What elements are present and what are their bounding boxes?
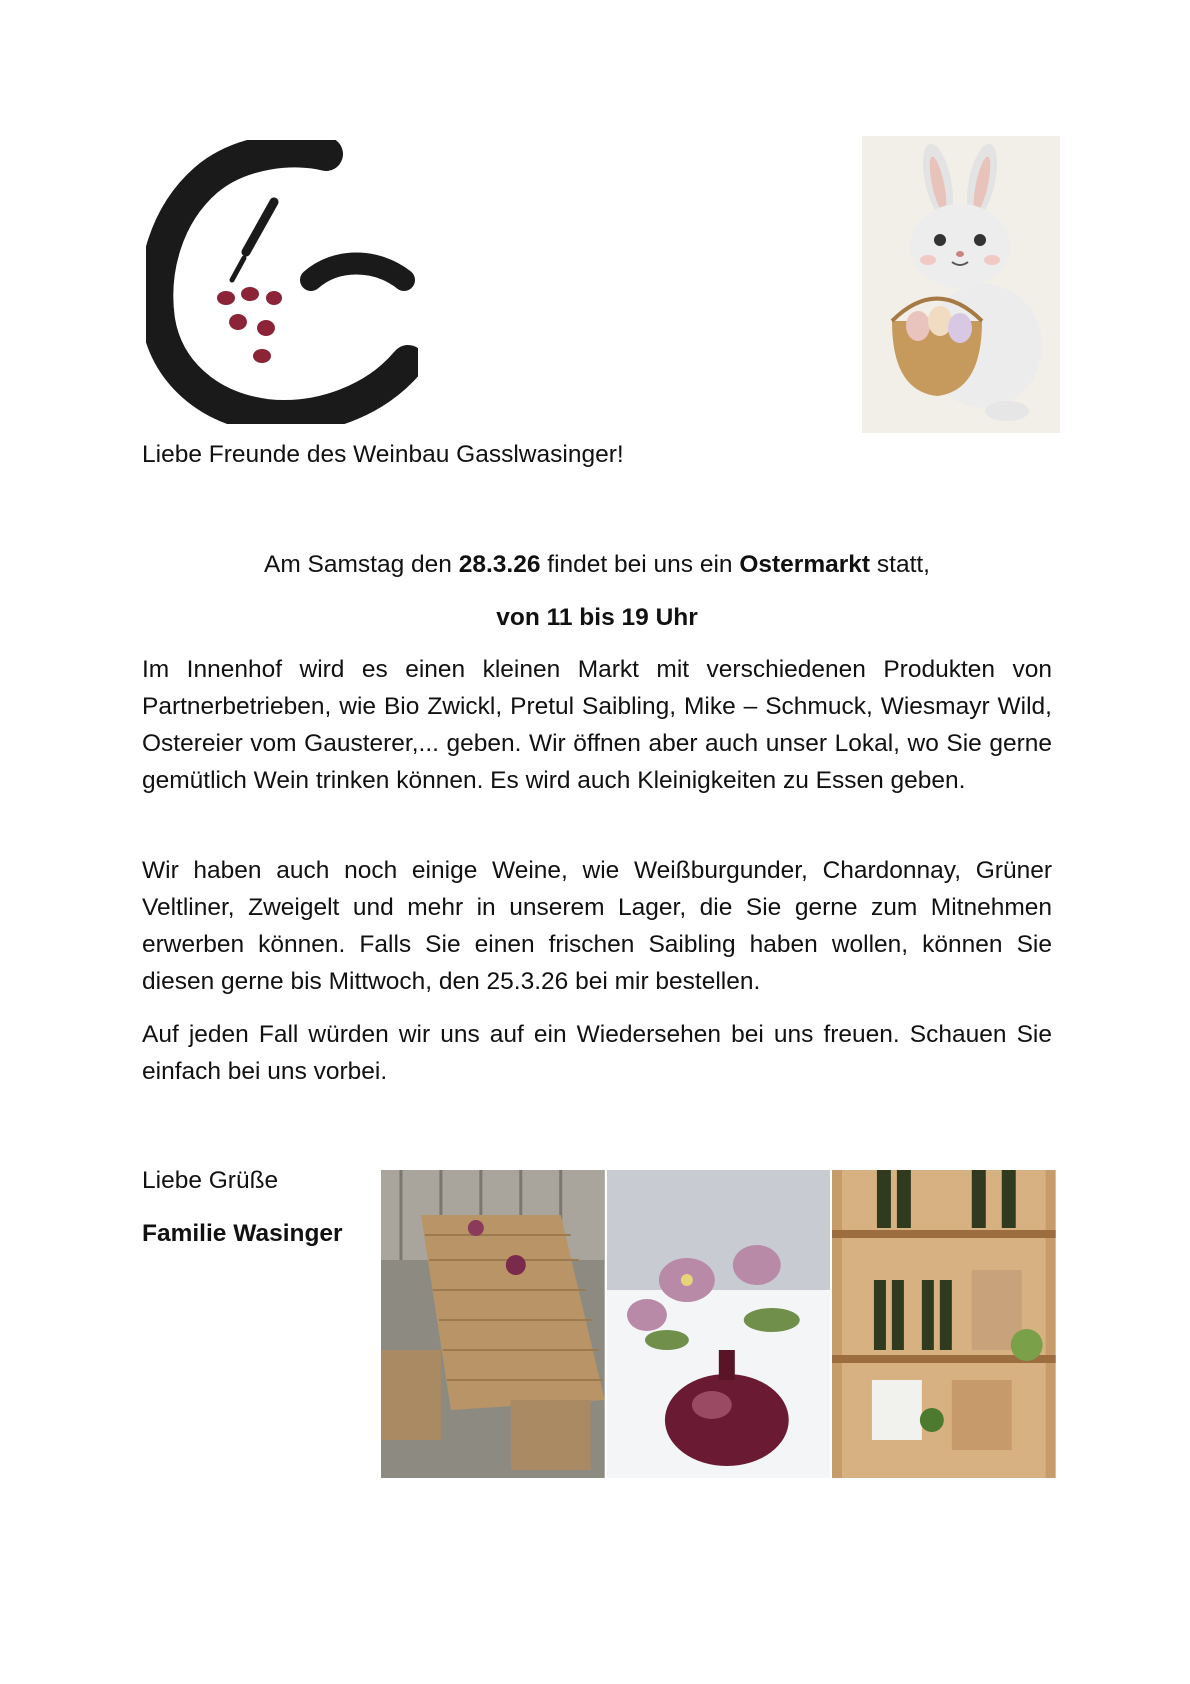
easter-bunny-image <box>862 136 1060 433</box>
announcement-suffix: statt, <box>870 551 930 578</box>
winery-logo-icon <box>146 140 418 424</box>
announcement <box>142 546 1052 583</box>
wine-shelf-photo <box>832 1170 1056 1478</box>
shelf-photo <box>832 1170 1056 1478</box>
vase-photo <box>607 1170 831 1478</box>
flower-vase-photo <box>607 1170 831 1478</box>
courtyard-tables-photo <box>381 1170 605 1478</box>
courtyard-photo <box>381 1170 605 1478</box>
event-name: Ostermarkt <box>739 551 871 578</box>
paragraph-market: Im Innenhof wird es einen kleinen Markt mit verschiedenen Produkten von Partnerbetrieben, wie Bio Zwickl, Pretul Saibling, Mike – Schmuck, Wiesmayr Wild, Ostereier vom Gausterer,... geben. Wir öffnen aber auch unser Lokal, wo Sie gerne gemütlich Wein trinken können. Es wird auch Kleinigkeiten zu Essen geben. <box>142 656 1052 794</box>
paragraph-wines: Wir haben auch noch einige Weine, wie Weißburgunder, Chardonnay, Grüner Veltliner, Zweigelt und mehr in unserem Lager, die Sie gerne zum Mitnehmen erwerben können. Falls Sie einen frischen Saibling haben wollen, können Sie diesen gerne bis Mittwoch, den 25.3.26 bei mir bestellen. <box>142 857 1052 995</box>
winery-logo <box>146 140 418 424</box>
greeting: Liebe Freunde des Weinbau Gasslwasinger! <box>142 441 624 468</box>
event-hours-text: von 11 bis 19 Uhr <box>496 604 698 631</box>
easter-bunny-icon <box>862 136 1060 433</box>
announcement-prefix: Am Samstag den <box>264 551 459 578</box>
photo-strip <box>381 1170 1056 1478</box>
signature-text: Familie Wasinger <box>142 1220 343 1247</box>
event-date: 28.3.26 <box>458 551 541 578</box>
signature <box>142 1215 382 1252</box>
paragraph-invitation: Auf jeden Fall würden wir uns auf ein Wiedersehen bei uns freuen. Schauen Sie einfach bei uns vorbei. <box>142 1021 1052 1085</box>
closing: Liebe Grüße <box>142 1167 279 1194</box>
announcement-middle: findet bei uns ein <box>540 551 740 578</box>
event-hours <box>142 599 1052 636</box>
